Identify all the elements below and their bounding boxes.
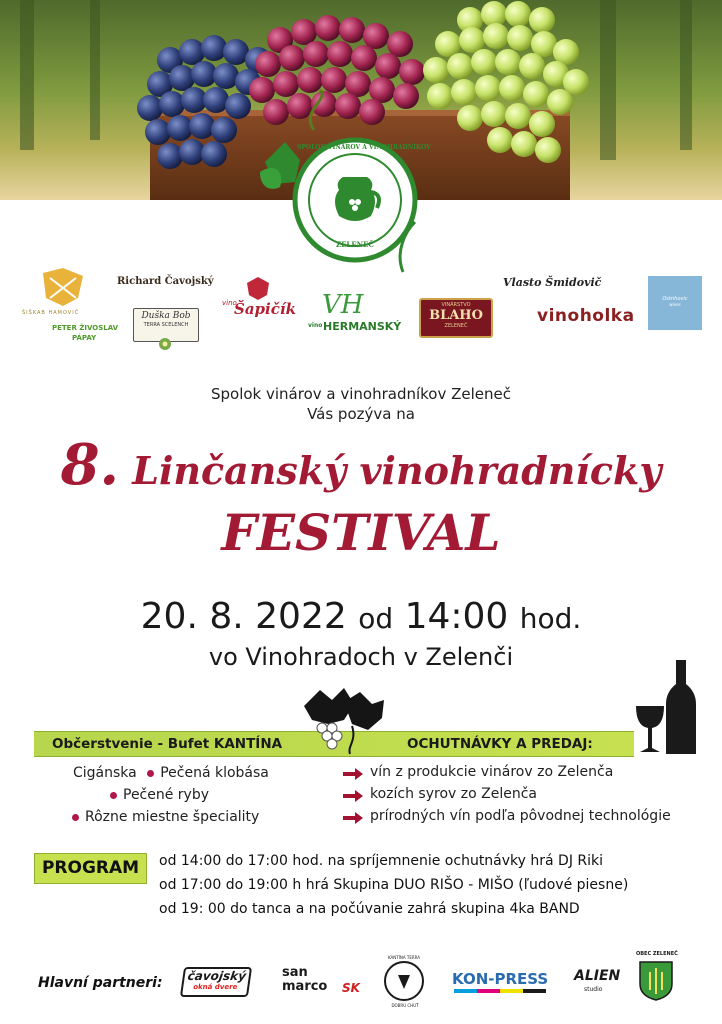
tasting-heading: OCHUTNÁVKY A PREDAJ: [407, 736, 593, 752]
refreshments-heading: Občerstvenie - Bufet KANTÍNA [52, 736, 283, 752]
refreshment-item-4-text: Rôzne miestne špeciality [85, 809, 260, 825]
partner-konpress-name: KON-PRESS [452, 970, 549, 988]
festival-title-line-1 [0, 432, 722, 498]
bullet-icon [72, 814, 79, 821]
event-od: od [358, 602, 394, 635]
event-date: 20. 8. 2022 [140, 596, 347, 637]
sponsor-papay-line1: PETER ŽIVOSLAV [52, 324, 119, 332]
bullet-icon [110, 792, 117, 799]
partner-sanmarco-suffix: SK [342, 981, 360, 995]
partner-kantina-sub: DOBRÚ CHUŤ [391, 1003, 419, 1008]
refreshment-item-1-text: Cigánska [73, 765, 137, 781]
partner-kantina-logo [384, 961, 424, 1001]
bullet-icon [147, 770, 154, 777]
event-hod: hod. [519, 602, 582, 635]
sponsor-sapicik-leaf-icon [243, 275, 273, 301]
partner-obec-name: OBEC ZELENEČ [636, 951, 678, 957]
partner-konpress-cmyk-bar [454, 989, 546, 993]
sponsor-blaho-prefix: VINÁRSTVO [441, 302, 471, 308]
sponsor-ostrihovic-logo [648, 276, 702, 330]
arrow-icon [343, 790, 363, 802]
invite-line-2: Vás pozýva na [307, 405, 415, 423]
program-line-3: od 19: 00 do tanca a na počúvanie zahrá skupina 4ka BAND [159, 901, 580, 917]
refreshment-item-1 [73, 765, 269, 781]
sponsor-vinoholka-name: vinoholka [537, 306, 635, 326]
club-logo [255, 132, 430, 282]
event-time: 14:00 [404, 596, 509, 637]
sponsor-terra-flower-icon [158, 336, 172, 350]
partner-sanmarco-logo [282, 966, 368, 998]
partner-alien-sub: studio [584, 986, 603, 993]
sponsor-hermansky-mono: VH [322, 290, 364, 320]
partner-cavojsky-name: čavojský [186, 969, 247, 983]
partners-label: Hlavní partneri: [38, 975, 163, 991]
sponsor-terra-scelench-name: TERRA SCELENCH [143, 322, 189, 328]
club-logo-bottom-text: ZELENEČ [335, 240, 374, 249]
festival-number: 8. [60, 432, 120, 498]
refreshment-item-3-text: Pečené ryby [123, 787, 210, 803]
sponsor-blaho-name: BLAHO [429, 308, 483, 323]
festival-title-line-2: FESTIVAL [221, 503, 501, 562]
partner-cavojsky-sub: okná dvere [192, 983, 238, 991]
tasting-item-2: kozích syrov zo Zelenča [370, 786, 537, 802]
sponsor-papay-small: ŠIŠKAB HAMOVIČ [22, 310, 80, 316]
sponsor-sapicik-name: Šapičík [234, 300, 296, 318]
event-place: vo Vinohradoch v Zelenči [208, 643, 514, 671]
partner-cavojsky-logo [180, 967, 252, 997]
partner-alien-name: ALIEN [574, 968, 621, 984]
sponsor-blaho-logo [419, 298, 493, 338]
club-logo-ring-text: SPOLOK VINÁROV A VINOHRADNÍKOV [297, 144, 431, 151]
sponsor-smidovic-name: Vlasto Šmidovič [503, 276, 602, 289]
program-label: PROGRAM [34, 853, 147, 884]
sponsor-blaho-suffix: ZELENEČ [444, 323, 468, 329]
arrow-icon [343, 768, 363, 780]
sponsor-papay-logo [38, 268, 88, 308]
sponsor-hermansky-name: HERMANSKÝ [323, 320, 402, 333]
invite-line-1: Spolok vinárov a vinohradníkov Zeleneč [210, 385, 512, 403]
partner-sanmarco-name: san marco [282, 965, 328, 994]
sponsor-hermansky-prefix: vino [308, 322, 323, 329]
sponsor-ostrihovic-name: Ostrihovic [662, 296, 688, 302]
program-line-1: od 14:00 do 17:00 hod. na spríjemnenie ochutnávky hrá DJ Riki [159, 853, 604, 869]
partner-obec-coat-of-arms-icon [638, 960, 674, 1002]
sponsor-ostrihovic-sub: wines [669, 302, 681, 307]
program-line-2: od 17:00 do 19:00 h hrá Skupina DUO RIŠO - MIŠO (ľudové piesne) [159, 877, 629, 893]
tasting-item-1: vín z produkcie vinárov zo Zelenča [370, 764, 614, 780]
wine-bottle-glass-icon [632, 656, 702, 756]
tasting-item-3: prírodných vín podľa pôvodnej technológie [370, 808, 671, 824]
sponsor-sapicik-prefix: vino [222, 299, 237, 307]
grape-leaf-icon [302, 686, 388, 756]
partner-kantina-name: KANTÍNA TERRA [387, 955, 420, 960]
refreshment-item-4 [72, 809, 259, 825]
event-date-time [0, 596, 722, 637]
sponsor-terra-scelench-logo: Duška Bob TERRA SCELENCH [133, 308, 199, 342]
refreshment-item-3 [110, 787, 209, 803]
arrow-icon [343, 812, 363, 824]
refreshment-item-2-text: Pečená klobása [160, 765, 269, 781]
sponsor-cavojsky-name: Richard Čavojský [117, 276, 214, 287]
sponsor-papay-line2: PÁPAY [72, 334, 97, 342]
festival-title-text-1: Linčanský vinohradnícky [132, 448, 662, 493]
